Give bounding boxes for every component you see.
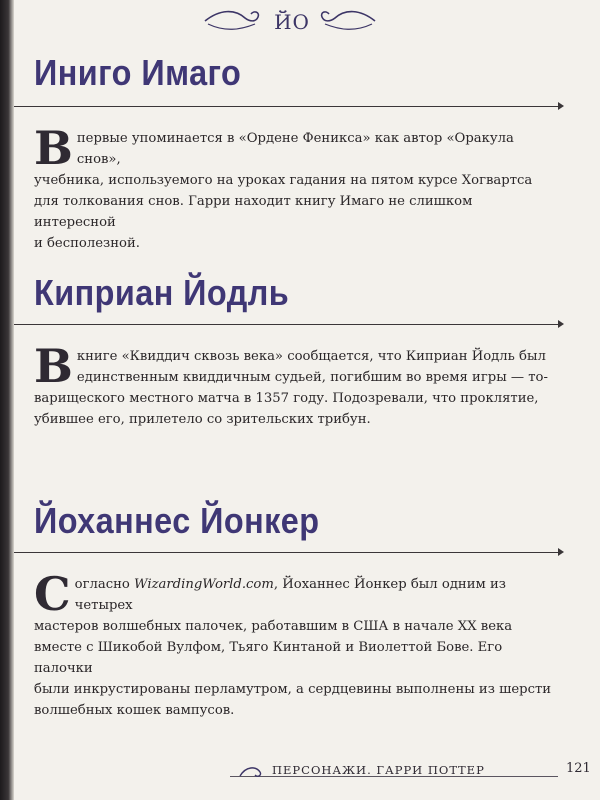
book-spine-shadow	[0, 0, 14, 800]
dropcap: С	[34, 567, 71, 621]
body-line: мастеров волшебных палочек, работавшим в США в начале XX века	[34, 619, 513, 634]
entry-body-yodel	[34, 339, 554, 430]
body-line	[34, 567, 554, 621]
title-rule	[14, 106, 562, 107]
header-letters: ЙО	[274, 10, 310, 34]
body-text: , Йоханнес Йонкер был одним из четырех	[74, 577, 506, 613]
body-line: убившее его, прилетело со зрительских трибун.	[34, 412, 371, 427]
entry-body-jonker	[34, 567, 554, 721]
entry-body-imago	[34, 121, 554, 254]
title-rule	[14, 324, 562, 325]
entry-title-imago: Иниго Имаго	[34, 52, 242, 93]
body-line: были инкрустированы перламутром, а сердцевины выполнены из шерсти	[34, 682, 552, 697]
footer-ornament	[238, 762, 268, 782]
body-line: для толкования снов. Гарри находит книгу Имаго не слишком интересной	[34, 194, 473, 230]
title-rule	[14, 552, 562, 553]
body-line: вместе с Шикобой Вулфом, Тьяго Кинтаной и Виолеттой Бове. Его палочки	[34, 640, 503, 676]
page-number: 121	[566, 761, 591, 776]
dropcap: В	[34, 121, 73, 175]
running-title: ПЕРСОНАЖИ. ГАРРИ ПОТТЕР	[272, 763, 485, 777]
body-line: единственным квиддичным судьей, погибшим во время игры — то-	[76, 370, 548, 385]
entry-title-yodel: Киприан Йодль	[34, 272, 290, 313]
body-text: огласно	[74, 577, 135, 592]
body-line: и бесполезной.	[34, 236, 140, 251]
entry-title-jonker: Йоханнес Йонкер	[34, 500, 320, 541]
body-line: первые упоминается в «Ордене Феникса» как автор «Оракула снов»,	[76, 131, 514, 167]
body-line: книге «Квиддич сквозь века» сообщается, что Киприан Йодль был	[76, 349, 546, 364]
dropcap: В	[34, 339, 73, 393]
body-line: учебника, используемого на уроках гадания на пятом курсе Хогвартса	[34, 173, 533, 188]
body-line: варищеского местного матча в 1357 году. Подозревали, что проклятие,	[34, 391, 539, 406]
source-name: WizardingWorld.com	[134, 577, 274, 592]
body-line: волшебных кошек вампусов.	[34, 703, 235, 718]
